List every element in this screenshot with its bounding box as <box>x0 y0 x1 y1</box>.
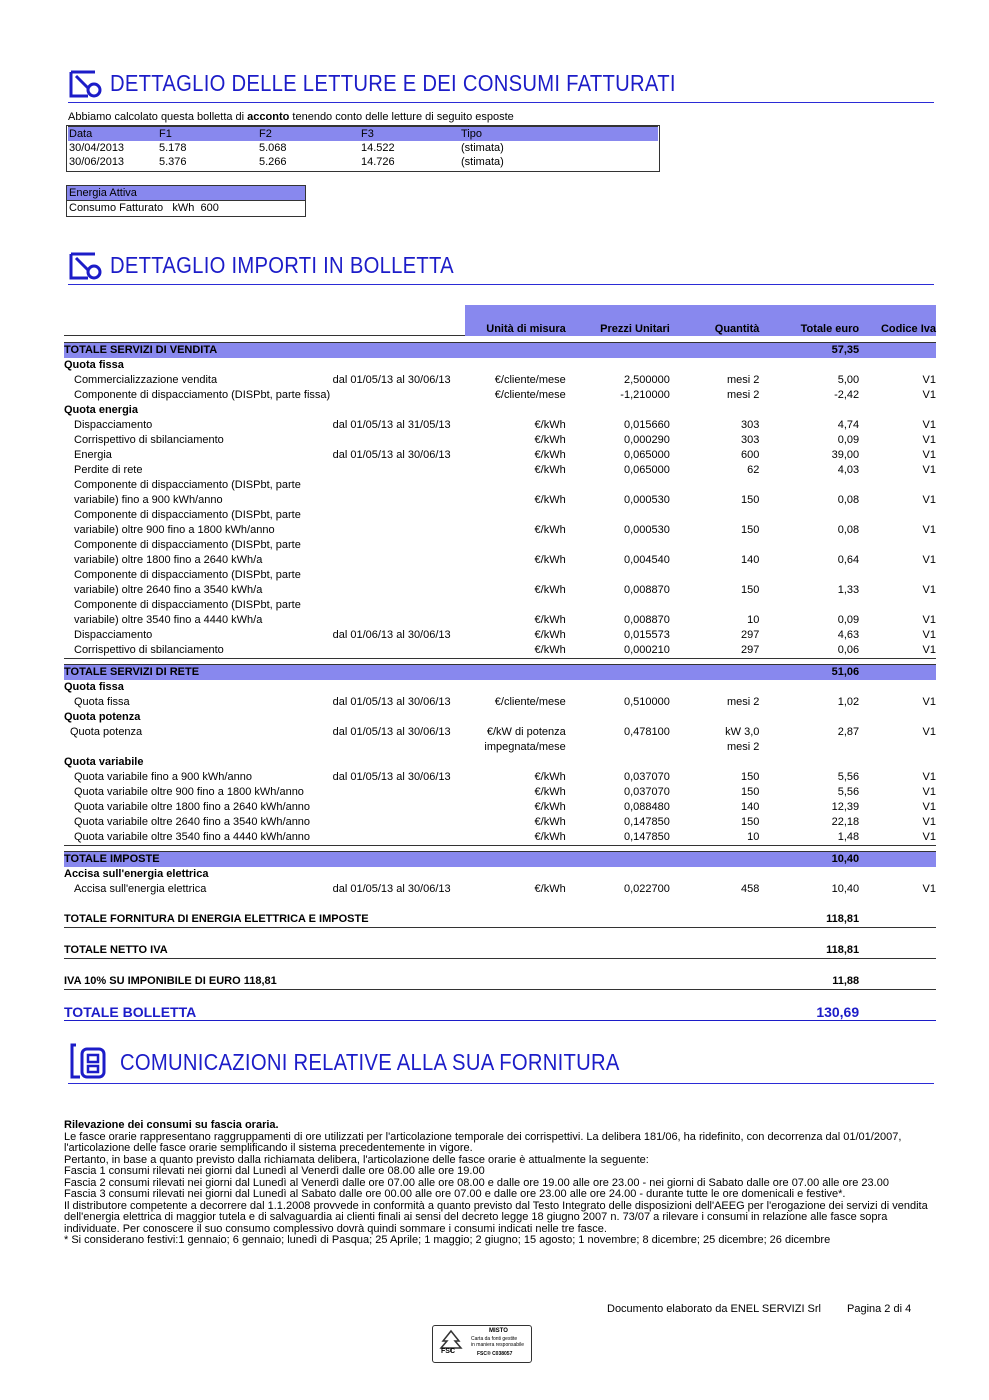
iva-row: IVA 10% SU IMPONIBILE DI EURO 118,81 11,88 <box>64 959 936 990</box>
table-row: Quota variabile fino a 900 kWh/anno dal 01/05/13 al 30/06/13 €/kWh 0,037070 150 5,56 V1 <box>74 771 936 783</box>
comunicazioni-title: Rilevazione dei consumi su fascia oraria. <box>64 1119 279 1131</box>
footer-doc: Documento elaborato da ENEL SERVIZI Srl <box>607 1303 821 1315</box>
section-comunicazioni-heading <box>68 1043 934 1084</box>
table-row: 30/04/2013 5.178 5.068 14.522 (stimata) <box>69 142 504 154</box>
total-rete-row: TOTALE SERVIZI DI RETE 51,06 <box>64 665 936 681</box>
table-row: Corrispettivo di sbilanciamento €/kWh 0,000210 297 0,06 V1 <box>64 643 936 659</box>
meter-icon <box>68 250 104 282</box>
fsc-logo: FSC MISTO Carta da fonti gestite in maniera responsabile FSC® C038057 <box>432 1325 532 1363</box>
comunicazioni-text: Rilevazione dei consumi su fascia oraria. Le fasce orarie rappresentano raggruppamenti di ore utilizzati per l'articolazione temporale dei corrispettivi. La delibera 181/06, ha ridefinito, con decorrenza dal 01/01/2007, l'articolazione delle fasce orarie semplificando il sistema precedentemente in vigore. Pertanto, in base a quanto previsto dalla richiamata delibera, l'articolazione delle fasce orarie è attualmente la seguente: Fascia 1 consumi rilevati nei giorni dal Lunedì al Venerdì dalle ore 08.00 alle ore 19.00 Fascia 2 consumi rilevati nei giorni dal Lunedì al Venerdì dalle ore 07.00 alle ore 08.00 e dalle ore 19.00 alle ore 23.00 - nei giorni di Sabato dalle ore 07.00 alle ore 23.00 Fascia 3 consumi rilevati nei giorni dal Lunedì al Sabato dalle ore 00.00 alle ore 07.00 e dalle ore 23.00 alle ore 24.00 - durante tutte le ore domenicali e festive*. Il distributore competente a decorrere dal 1.1.2008 provvede in conformità a quanto previsto dal Testo Integrato delle disposizioni dell'AEEG per l'erogazione dei servizi di vendita dell'energia elettrica di maggior tutela e di salvaguardia ai clienti finali ai sensi del decreto legge 18 giugno 2007 n. 73/07 a rilevare i consumi in relazione alle fasce sopra individuate. Per conoscere il suo consumo complessivo dovrà quindi sommare i consumi indicati nelle tre fasce. * Si considerano festivi:1 gennaio; 6 gennaio; lunedì di Pasqua; 25 Aprile; 1 maggio; 2 giugno; 15 agosto; 1 novembre; 8 dicembre; 25 dicembre; 26 dicembre <box>64 1120 934 1247</box>
total-imposte-row: TOTALE IMPOSTE 10,40 <box>64 852 936 868</box>
section-importi-heading <box>68 250 934 285</box>
table-row: Commercializzazione vendita dal 01/05/13 al 30/06/13 €/cliente/mese 2,500000 mesi 2 5,00 V1 <box>74 374 936 386</box>
table-row: Perdite di rete €/kWh 0,065000 62 4,03 V1 <box>74 464 936 476</box>
table-row: impegnata/mese mesi 2 <box>484 741 760 753</box>
section-title: COMUNICAZIONI RELATIVE ALLA SUA FORNITURA <box>120 1049 620 1075</box>
consumo-fatturato: Consumo Fatturato kWh 600 <box>67 200 305 215</box>
table-row: Quota potenza dal 01/05/13 al 30/06/13 €/kW di potenza 0,478100 kW 3,0 2,87 V1 <box>70 726 936 738</box>
totale-bolletta-row: TOTALE BOLLETTA 130,69 <box>64 990 936 1021</box>
table-row: Accisa sull'energia elettrica dal 01/05/13 al 30/06/13 €/kWh 0,022700 458 10,40 V1 <box>74 883 936 895</box>
table-row: Corrispettivo di sbilanciamento €/kWh 0,000290 303 0,09 V1 <box>74 434 936 446</box>
footer-page-number: Pagina 2 di 4 <box>847 1303 912 1315</box>
meter-icon <box>68 68 104 100</box>
table-row: Quota variabile oltre 2640 fino a 3540 kWh/anno €/kWh 0,147850 150 22,18 V1 <box>74 816 936 828</box>
communication-icon <box>68 1043 112 1081</box>
importi-table: Unità di misura Prezzi Unitari Quantità Totale euro Codice Iva TOTALE SERVIZI DI VENDITA 57,35 Quota fissa Commercializzazione vendita dal 01/05/13 al 30/06/13 €/cliente/mese 2,500000 mesi 2 5,00 V1 Componente di dispacciamento (DISPbt, parte fissa) €/cliente/mese -1,210000 mesi 2 -2,42 V1 Quota energia Dispacciamento dal 01/05/13 al 31/05/13 €/kWh 0,015660 303 4,74 V1 Corrispettivo di sbilanciamento €/kWh 0,000290 303 0,09 V1 Energia dal 01/05/13 al 30/06/13 €/kWh 0,065000 600 39,00 V1 Perdite di rete €/kWh 0,065000 62 4,03 V1 Componente di dispacciamento (DISPbt, parte variabile) fino a 900 kWh/anno €/kWh 0,000530 150 0,08 V1 Componente di dispacciamento (DISPbt, parte variabile) oltre 900 fino a 1800 kWh/anno €/kWh 0,000530 150 0,08 V1 Componente di dispacciamento (DISPbt, parte variabile) oltre 1800 fino a 2640 kWh/a €/kWh 0,004540 140 0,64 V1 Componente di dispacciamento (DISPbt, parte variabile) oltre 2640 fino a 3540 kWh/a €/kWh 0,008870 150 1,33 V1 Componente di dispacciamento (DISPbt, parte variabile) oltre 3540 fino a 4440 kWh/a €/kWh 0,008870 10 0,09 V1 Dispacciamento dal 01/06/13 al 30/06/13 €/kWh 0,015573 297 4,63 V1 Corrispettivo di sbilanciamento €/kWh 0,000210 297 0,06 V1 TOTALE SERVIZI DI RETE 51,06 Quota fissa Quota fissa dal 01/05/13 al 30/06/13 €/cliente/mese 0,510000 mesi 2 1,02 V1 Quota potenza Quota potenza dal 01/05/13 al 30/06/13 €/kW di potenza 0,478100 kW 3,0 2,87 V1 impegnata/mese mesi 2 Quota variabile Quota variabile fino a 900 kWh/anno dal 01/05/13 al 30/06/13 €/kWh 0,037070 150 5,56 V1 Quota variabile oltre 900 fino a 1800 kWh/anno €/kWh 0,037070 150 5,56 V1 Quota variabile oltre 1800 fino a 2640 kWh/anno €/kWh 0,088480 140 12,39 V1 Quota variabile oltre 2640 fino a 3540 kWh/anno €/kWh 0,147850 150 22,18 V1 Quota variabile oltre 3540 fino a 4440 kWh/anno €/kWh 0,147850 10 1,48 V1 TOTALE IMPOSTE 10,40 Accisa sull'energia elettrica Accisa sull'energia elettrica dal 01/05/13 al 30/06/13 €/kWh 0,022700 458 10,40 V1 TOTALE FORNITURA DI ENERGIA ELETTRICA E IMPOSTE 118,81 TOTALE NETTO IVA 118,81 IVA 10% SU IMPONIBILE DI EURO 118,81 11,88 TOTALE BOLLETTA 130,69 <box>64 305 936 1021</box>
section-title: DETTAGLIO DELLE LETTURE E DEI CONSUMI FATTURATI <box>110 70 676 96</box>
table-row: Quota variabile oltre 900 fino a 1800 kWh/anno €/kWh 0,037070 150 5,56 V1 <box>74 786 936 798</box>
table-row: Dispacciamento dal 01/06/13 al 30/06/13 €/kWh 0,015573 297 4,63 V1 <box>74 629 936 641</box>
total-vendita-row: TOTALE SERVIZI DI VENDITA 57,35 <box>64 343 936 359</box>
section-letture-heading <box>68 68 934 103</box>
table-row: variabile) oltre 900 fino a 1800 kWh/anno €/kWh 0,000530 150 0,08 V1 <box>74 524 936 536</box>
totale-fornitura-row: TOTALE FORNITURA DI ENERGIA ELETTRICA E IMPOSTE 118,81 <box>64 897 936 928</box>
letture-header-row: Data F1 F2 F3 Tipo <box>68 127 658 142</box>
energia-attiva-header: Energia Attiva <box>67 186 305 200</box>
letture-table <box>68 126 658 169</box>
section-title: DETTAGLIO IMPORTI IN BOLLETTA <box>110 252 454 278</box>
energia-attiva-box <box>66 185 306 217</box>
table-row: Dispacciamento dal 01/05/13 al 31/05/13 €/kWh 0,015660 303 4,74 V1 <box>74 419 936 431</box>
table-row: 30/06/2013 5.376 5.266 14.726 (stimata) <box>69 156 504 168</box>
table-row: variabile) fino a 900 kWh/anno €/kWh 0,000530 150 0,08 V1 <box>74 494 936 506</box>
table-row: variabile) oltre 1800 fino a 2640 kWh/a €/kWh 0,004540 140 0,64 V1 <box>74 554 936 566</box>
table-row: variabile) oltre 2640 fino a 3540 kWh/a €/kWh 0,008870 150 1,33 V1 <box>74 584 936 596</box>
letture-intro: Abbiamo calcolato questa bolletta di acconto tenendo conto delle letture di seguito esposte <box>68 111 514 123</box>
tree-icon <box>437 1328 465 1360</box>
table-row: Quota variabile oltre 1800 fino a 2640 kWh/anno €/kWh 0,088480 140 12,39 V1 <box>74 801 936 813</box>
table-row: Componente di dispacciamento (DISPbt, parte fissa) €/cliente/mese -1,210000 mesi 2 -2,42 V1 <box>74 389 936 401</box>
totale-netto-iva-row: TOTALE NETTO IVA 118,81 <box>64 928 936 959</box>
table-row: Energia dal 01/05/13 al 30/06/13 €/kWh 0,065000 600 39,00 V1 <box>74 449 936 461</box>
importi-header-row: Unità di misura Prezzi Unitari Quantità Totale euro Codice Iva <box>64 305 936 336</box>
table-row: variabile) oltre 3540 fino a 4440 kWh/a €/kWh 0,008870 10 0,09 V1 <box>74 614 936 626</box>
table-row: Quota fissa dal 01/05/13 al 30/06/13 €/cliente/mese 0,510000 mesi 2 1,02 V1 <box>74 696 936 708</box>
table-row: Quota variabile oltre 3540 fino a 4440 kWh/anno €/kWh 0,147850 10 1,48 V1 <box>64 830 936 846</box>
